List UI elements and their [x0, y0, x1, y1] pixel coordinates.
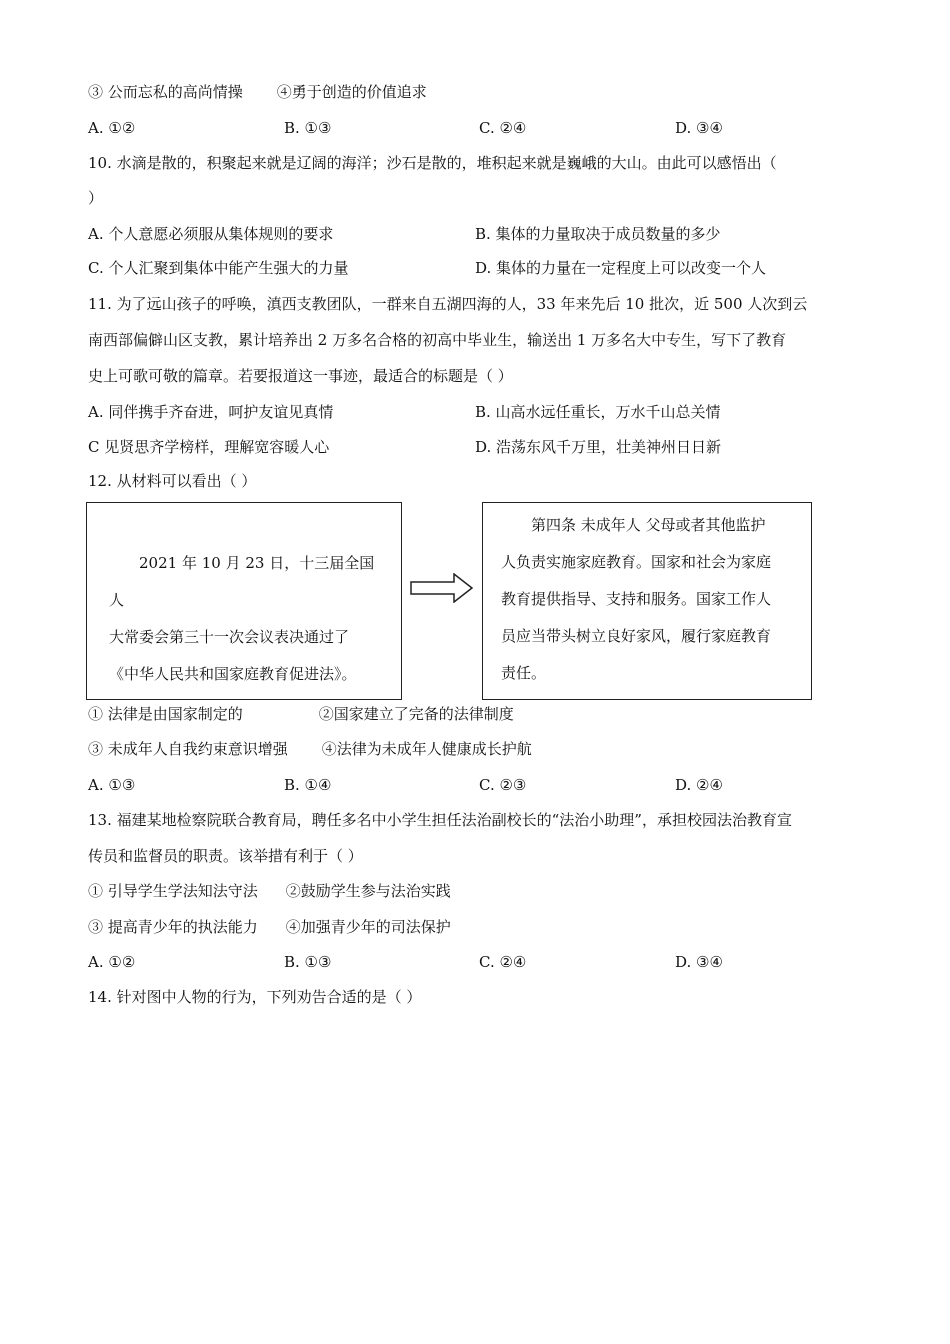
option-d[interactable]: D. ③④	[675, 953, 723, 971]
option-a[interactable]: A. ①②	[88, 953, 136, 971]
option-b[interactable]: B. ①③	[284, 119, 332, 137]
option-d[interactable]: D. ③④	[675, 119, 723, 137]
q11-options-row1	[88, 402, 868, 422]
q13-stem-line1: 13. 福建某地检察院联合教育局，聘任多名中小学生担任法治副校长的“法治小助理”，承担校园法治教育宣	[88, 811, 792, 829]
statement: ③ 提高青少年的执法能力	[88, 918, 258, 936]
q11-stem-line1: 11. 为了远山孩子的呼唤，滇西支教团队，一群来自五湖四海的人，33 年来先后 10 批次，近 500 人次到云	[88, 295, 808, 313]
statement: ④法律为未成年人健康成长护航	[321, 740, 532, 758]
option-c[interactable]: C. ②③	[479, 776, 527, 794]
option-b[interactable]: B. 山高水远任重长，万水千山总关情	[475, 403, 721, 421]
material-box-left	[86, 502, 402, 700]
option-d[interactable]: D. ②④	[675, 776, 723, 794]
material-text: 责任。	[501, 664, 547, 682]
q9-statements	[88, 82, 427, 102]
statement: ②国家建立了完备的法律制度	[318, 705, 514, 723]
q14-stem: 14. 针对图中人物的行为，下列劝告合适的是（ ）	[88, 988, 422, 1006]
statement: ③ 未成年人自我约束意识增强	[88, 740, 288, 758]
option-c[interactable]: C. 个人汇聚到集体中能产生强大的力量	[88, 259, 349, 277]
q10-options-row2	[88, 258, 868, 278]
material-text: 人负责实施家庭教育。国家和社会为家庭	[501, 553, 772, 571]
option-a[interactable]: A. 个人意愿必须服从集体规则的要求	[88, 225, 334, 243]
q13-options	[88, 952, 868, 972]
option-a[interactable]: A. ①③	[88, 776, 136, 794]
option-b[interactable]: B. ①③	[284, 953, 332, 971]
material-text: 2021 年 10 月 23 日，十三届全国人	[109, 554, 375, 609]
statement: ① 法律是由国家制定的	[88, 705, 243, 723]
q10-options-row1	[88, 224, 868, 244]
q13-statements-row1	[88, 881, 451, 901]
q11-stem-line3: 史上可歌可敬的篇章。若要报道这一事迹，最适合的标题是（ ）	[88, 367, 513, 385]
option-a[interactable]: A. ①②	[88, 119, 136, 137]
q10-stem-line2: ）	[88, 189, 104, 207]
q12-options	[88, 775, 868, 795]
statement: ②鼓励学生参与法治实践	[285, 882, 451, 900]
q12-statements-row2	[88, 739, 532, 759]
material-text: 《中华人民共和国家庭教育促进法》。	[109, 665, 357, 683]
statement: ④勇于创造的价值追求	[276, 83, 427, 101]
option-c[interactable]: C. ②④	[479, 119, 527, 137]
q13-stem-line2: 传员和监督员的职责。该举措有利于（ ）	[88, 847, 363, 865]
q12-statements-row1	[88, 704, 514, 724]
q11-options-row2	[88, 437, 868, 457]
option-a[interactable]: A. 同伴携手齐奋进，呵护友谊见真情	[88, 403, 334, 421]
option-b[interactable]: B. ①④	[284, 776, 332, 794]
option-c[interactable]: C 见贤思齐学榜样，理解宽容暖人心	[88, 438, 330, 456]
q10-stem-line1: 10. 水滴是散的，积聚起来就是辽阔的海洋；沙石是散的，堆积起来就是巍峨的大山。由此可以感悟出（	[88, 154, 777, 172]
statement: ① 引导学生学法知法守法	[88, 882, 258, 900]
statement: ③ 公而忘私的高尚情操	[88, 83, 243, 101]
q11-stem-line2: 南西部偏僻山区支教，累计培养出 2 万多名合格的初高中毕业生，输送出 1 万多名大中专生，写下了教育	[88, 331, 787, 349]
material-text: 教育提供指导、支持和服务。国家工作人	[501, 590, 772, 608]
q13-statements-row2	[88, 917, 451, 937]
right-arrow-icon	[410, 573, 474, 603]
option-b[interactable]: B. 集体的力量取决于成员数量的多少	[475, 225, 721, 243]
q12-stem: 12. 从材料可以看出（ ）	[88, 472, 257, 490]
q9-options	[88, 118, 868, 138]
statement: ④加强青少年的司法保护	[285, 918, 451, 936]
material-text: 大常委会第三十一次会议表决通过了	[109, 628, 350, 646]
material-text: 第四条 未成年人 父母或者其他监护	[531, 516, 766, 534]
material-text: 员应当带头树立良好家风，履行家庭教育	[501, 627, 772, 645]
option-c[interactable]: C. ②④	[479, 953, 527, 971]
material-box-right	[482, 502, 812, 700]
option-d[interactable]: D. 浩荡东风千万里，壮美神州日日新	[475, 438, 722, 456]
option-d[interactable]: D. 集体的力量在一定程度上可以改变一个人	[475, 259, 767, 277]
